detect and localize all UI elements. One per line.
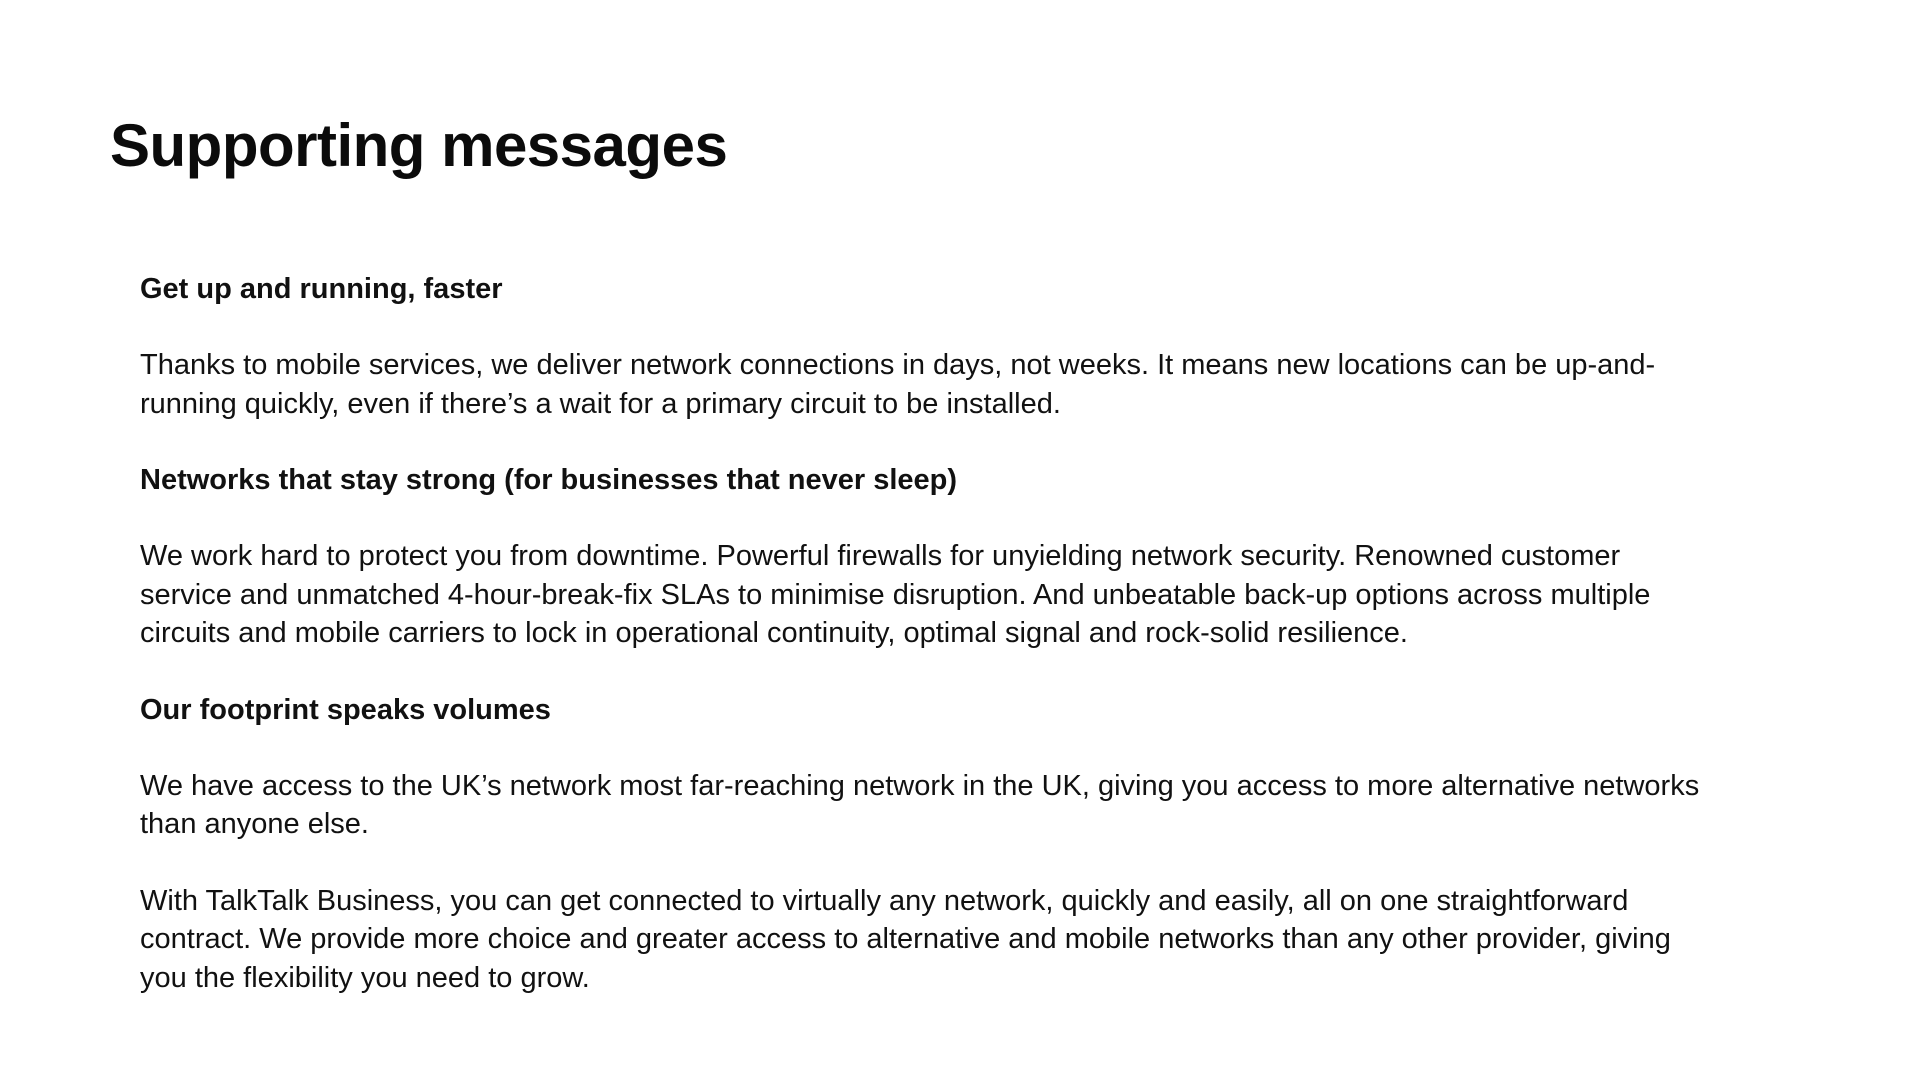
section-paragraph: Thanks to mobile services, we deliver network connections in days, not weeks. It means new locations can be up-and-running quickly, even if there’s a wait for a primary circuit to be installed. — [140, 349, 1656, 420]
page-title: Supporting messages — [110, 112, 728, 179]
section-paragraph: With TalkTalk Business, you can get connected to virtually any network, quickly and easily, all on one straightforward contract. We provide more choice and greater access to alternative and mobile networks than any other provider, giving you the flexibility you need to grow. — [140, 884, 1671, 994]
section-paragraph: We work hard to protect you from downtime. Powerful firewalls for unyielding network security. Renowned customer service and unmatched 4-hour-break-fix SLAs to minimise disruption. And unbeatable back-up options across multiple circuits and mobile carriers to lock in operational continuity, optimal signal and rock-solid resilience. — [140, 540, 1651, 649]
section-heading: Networks that stay strong (for businesses that never sleep) — [140, 464, 958, 496]
section-paragraph: We have access to the UK’s network most far-reaching network in the UK, giving you access to more alternative networks than anyone else. — [140, 769, 1700, 840]
section-our-footprint — [140, 691, 1700, 998]
section-networks-that-stay-strong — [140, 461, 1700, 653]
section-heading: Our footprint speaks volumes — [140, 693, 551, 726]
section-get-up-and-running — [140, 270, 1700, 423]
supporting-messages-body — [140, 270, 1700, 1035]
section-heading: Get up and running, faster — [140, 273, 503, 305]
